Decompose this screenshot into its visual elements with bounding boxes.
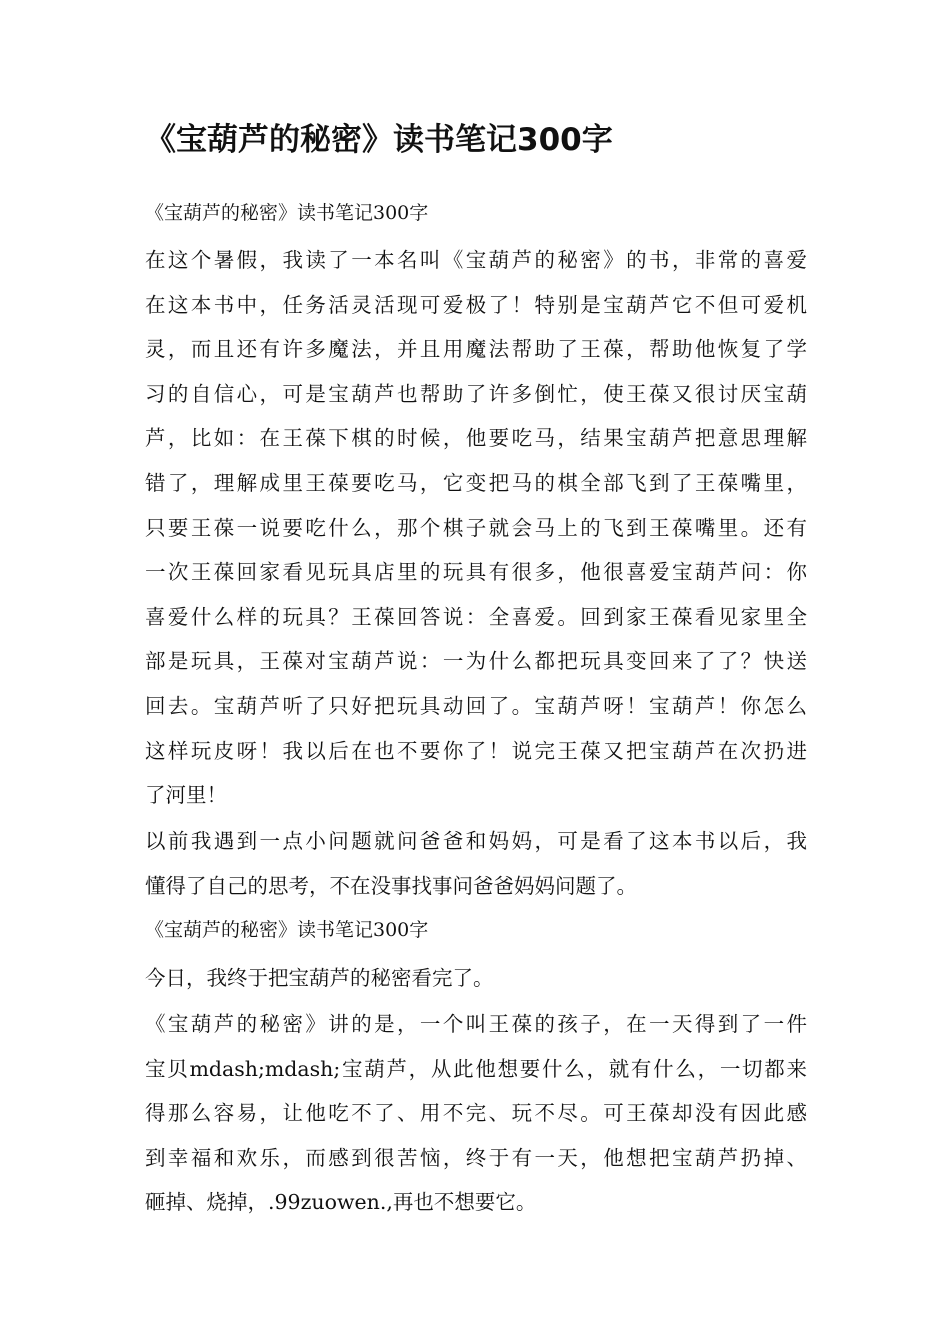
paragraph-1-line: 喜爱什么样的玩具？王葆回答说：全喜爱。回到家王葆看见家里全 (145, 604, 807, 629)
paragraph-1-line: 错了，理解成里王葆要吃马，它变把马的棋全部飞到了王葆嘴里， (145, 470, 807, 495)
paragraph-4-line: 得那么容易，让他吃不了、用不完、玩不尽。可王葆却没有因此感 (145, 1101, 807, 1126)
paragraph-3-line: 今日，我终于把宝葫芦的秘密看完了。 (145, 966, 494, 990)
paragraph-4-line: 《宝葫芦的秘密》讲的是，一个叫王葆的孩子，在一天得到了一件 (145, 1012, 807, 1036)
paragraph-4-line: 宝贝mdash;mdash;宝葫芦，从此他想要什么，就有什么，一切都来 (145, 1056, 807, 1081)
paragraph-1 (145, 238, 807, 818)
paragraph-1-line: 在这本书中，任务活灵活现可爱极了！特别是宝葫芦它不但可爱机 (145, 292, 807, 317)
paragraph-2 (145, 819, 807, 908)
paragraph-2-line: 以前我遇到一点小问题就问爸爸和妈妈，可是看了这本书以后，我 (145, 829, 807, 853)
document-title: 《宝葫芦的秘密》读书笔记300字 (145, 122, 613, 158)
paragraph-1-line: 习的自信心，可是宝葫芦也帮助了许多倒忙，使王葆又很讨厌宝葫 (145, 381, 807, 406)
subheading-1: 《宝葫芦的秘密》读书笔记300字 (145, 202, 429, 224)
paragraph-1-line: 了河里！ (145, 783, 227, 808)
paragraph-1-line: 部是玩具，王葆对宝葫芦说：一为什么都把玩具变回来了了？快送 (145, 649, 807, 674)
paragraph-1-line: 芦，比如：在王葆下棋的时候，他要吃马，结果宝葫芦把意思理解 (145, 426, 807, 451)
paragraph-4-line: 砸掉、烧掉，.99zuowen.,再也不想要它。 (145, 1190, 537, 1215)
paragraph-3 (145, 956, 807, 1001)
paragraph-1-line: 灵，而且还有许多魔法，并且用魔法帮助了王葆，帮助他恢复了学 (145, 337, 807, 362)
paragraph-1-line: 只要王葆一说要吃什么，那个棋子就会马上的飞到王葆嘴里。还有 (145, 515, 807, 540)
subheading-2: 《宝葫芦的秘密》读书笔记300字 (145, 919, 429, 941)
paragraph-1-line: 这样玩皮呀！我以后在也不要你了！说完王葆又把宝葫芦在次扔进 (145, 738, 807, 763)
paragraph-1-line: 在这个暑假，我读了一本名叫《宝葫芦的秘密》的书，非常的喜爱 (145, 248, 807, 272)
paragraph-4-line: 到幸福和欢乐，而感到很苦恼，终于有一天，他想把宝葫芦扔掉、 (145, 1145, 807, 1170)
paragraph-1-line: 一次王葆回家看见玩具店里的玩具有很多，他很喜爱宝葫芦问：你 (145, 560, 807, 585)
paragraph-4 (145, 1002, 807, 1225)
paragraph-1-line: 回去。宝葫芦听了只好把玩具动回了。宝葫芦呀！宝葫芦！你怎么 (145, 693, 807, 718)
paragraph-2-line: 懂得了自己的思考，不在没事找事问爸爸妈妈问题了。 (145, 873, 637, 898)
